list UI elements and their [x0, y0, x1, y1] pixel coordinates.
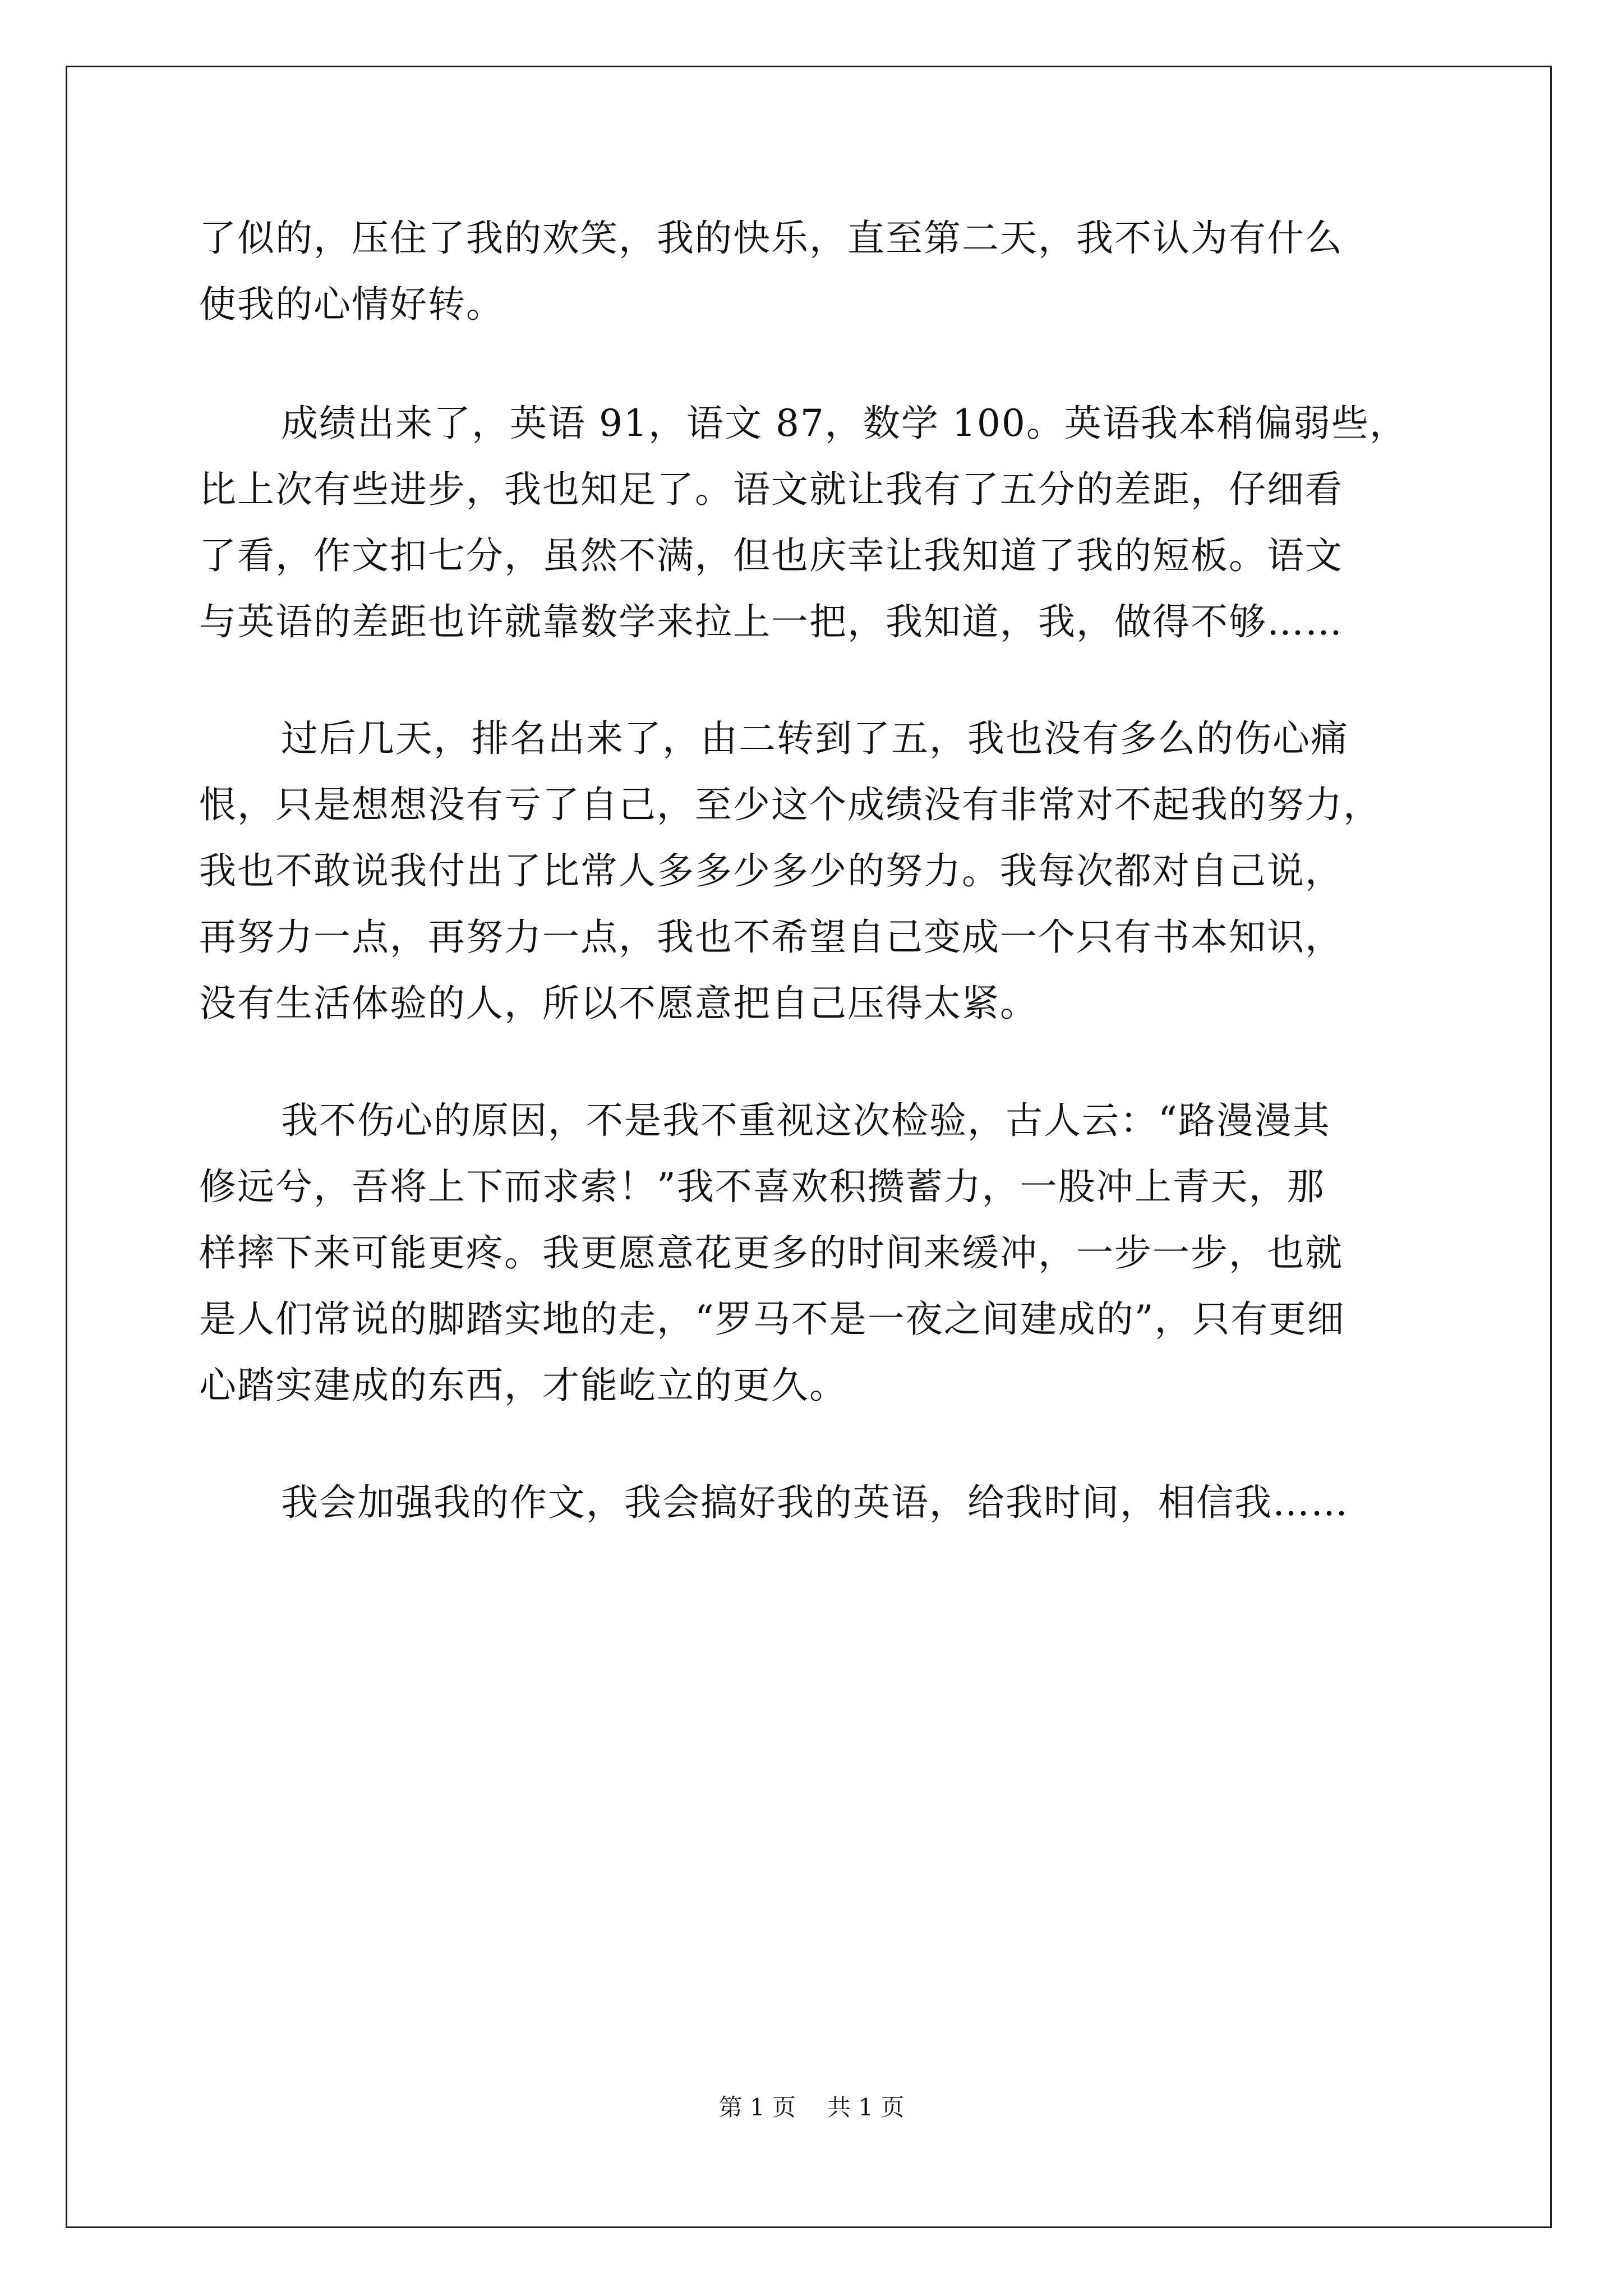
text-line-10: 再努力一点，再努力一点，我也不希望自己变成一个只有书本知识，: [199, 915, 1343, 959]
text-line-5: 了看，作文扣七分，虽然不满，但也庆幸让我知道了我的短板。语文: [199, 534, 1343, 577]
text-line-14: 样摔下来可能更疼。我更愿意花更多的时间来缓冲，一步一步，也就: [199, 1231, 1343, 1274]
text-line-1: 了似的，压住了我的欢笑，我的快乐，直至第二天，我不认为有什么: [199, 217, 1343, 260]
text-line-3: 成绩出来了，英语 91，语文 87，数学 100。英语我本稍偏弱些，: [281, 402, 1408, 445]
page-footer: [0, 2093, 1623, 2122]
text-line-4: 比上次有些进步，我也知足了。语文就让我有了五分的差距，仔细看: [199, 468, 1343, 511]
page-number: 第 1 页: [718, 2093, 796, 2121]
text-line-7: 过后几天，排名出来了，由二转到了五，我也没有多么的伤心痛: [281, 717, 1349, 760]
text-line-6: 与英语的差距也许就靠数学来拉上一把，我知道，我，做得不够……: [199, 600, 1343, 643]
text-line-9: 我也不敢说我付出了比常人多多少多少的努力。我每次都对自己说，: [199, 849, 1343, 892]
page-border: [66, 66, 1552, 2228]
text-line-12: 我不伤心的原因，不是我不重视这次检验，古人云：“路漫漫其: [281, 1099, 1331, 1142]
text-line-13: 修远兮，吾将上下而求索！”我不喜欢积攒蓄力，一股冲上青天，那: [199, 1165, 1325, 1208]
text-line-8: 恨，只是想想没有亏了自己，至少这个成绩没有非常对不起我的努力，: [199, 783, 1381, 826]
text-line-15: 是人们常说的脚踏实地的走，“罗马不是一夜之间建成的”，只有更细: [199, 1297, 1345, 1341]
text-line-11: 没有生活体验的人，所以不愿意把自己压得太紧。: [199, 982, 1038, 1025]
text-line-17: 我会加强我的作文，我会搞好我的英语，给我时间，相信我……: [281, 1481, 1349, 1524]
page-total: 共 1 页: [827, 2093, 905, 2121]
text-line-16: 心踏实建成的东西，才能屹立的更久。: [199, 1364, 847, 1407]
text-line-2: 使我的心情好转。: [199, 283, 504, 326]
